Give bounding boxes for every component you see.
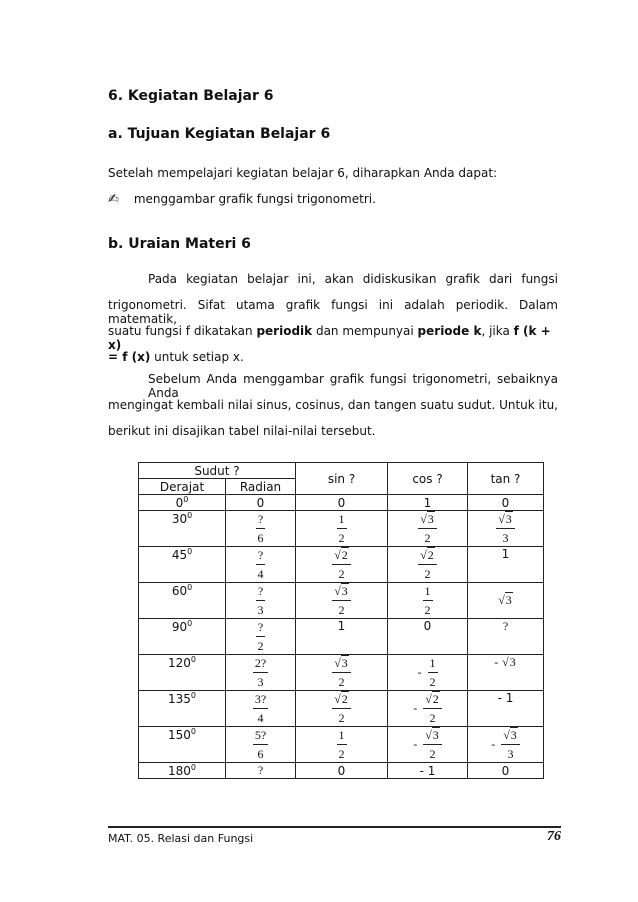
tan-cell: √3 — [468, 583, 544, 619]
sin-cell: 0 — [296, 495, 388, 511]
tan-cell: $\frac{√3}{3}$ — [468, 511, 544, 547]
sin-cell: $\frac{√2}{2}$ — [296, 547, 388, 583]
radian-cell: $\frac{?}{3}$ — [226, 583, 296, 619]
degree-cell: $90^0$ — [139, 619, 226, 655]
tan-cell: 1 — [468, 547, 544, 583]
para1-line2: trigonometri. Sifat utama grafik fungsi ini adalah periodik. Dalam matematik, — [108, 298, 558, 326]
degree-cell: $0^0$ — [139, 495, 226, 511]
sin-cell: $\frac{√2}{2}$ — [296, 691, 388, 727]
cos-cell: 0 — [388, 619, 468, 655]
table-row — [139, 511, 544, 547]
header-sin: sin ? — [296, 463, 388, 495]
table-row — [139, 763, 544, 779]
tan-cell: 0 — [468, 763, 544, 779]
trig-value-table — [138, 462, 544, 779]
degree-cell: $30^0$ — [139, 511, 226, 547]
subheading-tujuan: a. Tujuan Kegiatan Belajar 6 — [108, 126, 331, 142]
footer-module: MAT. 05. Relasi dan Fungsi — [108, 832, 254, 845]
sin-cell: 1 — [296, 619, 388, 655]
para1-line1: Pada kegiatan belajar ini, akan didiskusikan grafik dari fungsi — [148, 272, 558, 286]
cos-cell: - 1 — [388, 763, 468, 779]
tan-cell: ? — [468, 619, 544, 655]
table-row — [139, 727, 544, 763]
degree-cell: $150^0$ — [139, 727, 226, 763]
sin-cell: $\frac{1}{2}$ — [296, 511, 388, 547]
tan-cell: 0 — [468, 495, 544, 511]
table-row — [139, 547, 544, 583]
table-row — [139, 655, 544, 691]
degree-cell: $60^0$ — [139, 583, 226, 619]
table-row — [139, 691, 544, 727]
tan-cell: - 1 — [468, 691, 544, 727]
degree-cell: $45^0$ — [139, 547, 226, 583]
bullet-text: menggambar grafik fungsi trigonometri. — [133, 192, 376, 206]
header-sudut: Sudut ? — [139, 463, 296, 479]
cos-cell: - $\frac{√2}{2}$ — [388, 691, 468, 727]
radian-cell: $\frac{?}{6}$ — [226, 511, 296, 547]
sin-cell: $\frac{√3}{2}$ — [296, 583, 388, 619]
radian-cell: $\frac{?}{4}$ — [226, 547, 296, 583]
degree-cell: $120^0$ — [139, 655, 226, 691]
cos-cell: $\frac{1}{2}$ — [388, 583, 468, 619]
cos-cell: $\frac{√3}{2}$ — [388, 511, 468, 547]
radian-cell: $\frac{2?}{3}$ — [226, 655, 296, 691]
footer-divider — [108, 826, 561, 828]
table-row — [139, 619, 544, 655]
radian-cell: $\frac{3?}{4}$ — [226, 691, 296, 727]
cos-cell: $\frac{√2}{2}$ — [388, 547, 468, 583]
para2-line2: mengingat kembali nilai sinus, cosinus, dan tangen suatu sudut. Untuk itu, — [108, 398, 558, 412]
cos-cell: 1 — [388, 495, 468, 511]
cos-cell: - $\frac{√3}{2}$ — [388, 727, 468, 763]
para2-line1: Sebelum Anda menggambar grafik fungsi trigonometri, sebaiknya Anda — [148, 372, 558, 400]
para2-line3: berikut ini disajikan tabel nilai-nilai tersebut. — [108, 424, 376, 438]
header-derajat: Derajat — [139, 479, 226, 495]
bullet-item — [108, 192, 376, 207]
page-number: 76 — [547, 829, 561, 844]
para1-line4: = f (x) untuk setiap x. — [108, 350, 244, 364]
sin-cell: 0 — [296, 763, 388, 779]
subheading-uraian: b. Uraian Materi 6 — [108, 236, 251, 252]
header-cos: cos ? — [388, 463, 468, 495]
tan-cell: - √3 — [468, 655, 544, 691]
header-tan: tan ? — [468, 463, 544, 495]
para1-line3: suatu fungsi f dikatakan periodik dan mempunyai periode k, jika f (k + x) — [108, 324, 551, 352]
radian-cell: ? — [226, 763, 296, 779]
radian-cell: $\frac{?}{2}$ — [226, 619, 296, 655]
pencil-icon: ✍ — [108, 192, 119, 207]
sin-cell: $\frac{1}{2}$ — [296, 727, 388, 763]
degree-cell: $135^0$ — [139, 691, 226, 727]
cos-cell: - $\frac{1}{2}$ — [388, 655, 468, 691]
table-row — [139, 583, 544, 619]
radian-cell: $\frac{5?}{6}$ — [226, 727, 296, 763]
section-heading-6: 6. Kegiatan Belajar 6 — [108, 88, 274, 104]
header-radian: Radian — [226, 479, 296, 495]
table-row — [139, 495, 544, 511]
intro-text: Setelah mempelajari kegiatan belajar 6, diharapkan Anda dapat: — [108, 166, 498, 180]
degree-cell: $180^0$ — [139, 763, 226, 779]
tan-cell: - $\frac{√3}{3}$ — [468, 727, 544, 763]
radian-cell: 0 — [226, 495, 296, 511]
sin-cell: $\frac{√3}{2}$ — [296, 655, 388, 691]
